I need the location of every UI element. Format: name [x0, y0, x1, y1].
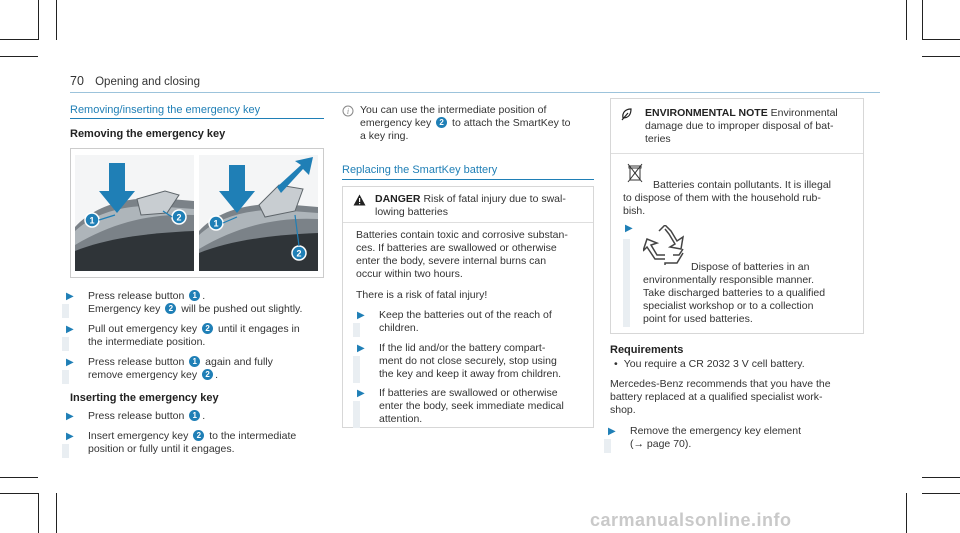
bullet-icon: • [614, 358, 618, 370]
step-text: position or fully until it engages. [88, 443, 235, 455]
crop-mark [922, 56, 960, 57]
step-arrow-icon: ▶ [357, 310, 365, 321]
danger-step-swallowed [357, 387, 564, 426]
callout-badge: 2 [165, 303, 176, 314]
step-bar [604, 439, 611, 453]
step-bar [62, 337, 69, 351]
info-note-text [360, 104, 600, 143]
illustration-panel-left [75, 155, 194, 271]
box-divider [611, 153, 863, 154]
danger-heading-text: Risk of fatal injury due to swal- [423, 193, 566, 205]
step-arrow-icon: ▶ [625, 223, 633, 234]
danger-body-line: Batteries contain toxic and corrosive substan- [356, 229, 568, 241]
danger-box [342, 186, 594, 428]
environmental-body-line: to dispose of them with the household rub- [623, 192, 821, 204]
step-text: children. [379, 322, 419, 334]
requirement-item [610, 358, 805, 371]
box-divider [343, 222, 593, 223]
step-pull-out [66, 323, 300, 349]
step-text: to the intermediate [209, 430, 297, 442]
step-arrow-icon: ▶ [357, 343, 365, 354]
danger-heading [375, 193, 566, 219]
step-arrow-icon: ▶ [66, 431, 74, 442]
callout-badge: 2 [202, 369, 213, 380]
page-number: 70 [70, 74, 84, 88]
danger-body-2: There is a risk of fatal injury! [356, 289, 488, 301]
section-title-replacing-battery[interactable]: Replacing the SmartKey battery [342, 164, 498, 176]
step-bar [353, 401, 360, 428]
danger-body [356, 229, 568, 281]
step-insert-key [66, 430, 297, 456]
paragraph-line: battery replaced at a qualified specialist work- [610, 391, 823, 403]
step-arrow-icon: ▶ [357, 388, 365, 399]
crop-mark [906, 493, 907, 533]
callout-badge: 2 [193, 430, 204, 441]
note-text: emergency key [360, 117, 432, 129]
step-arrow-icon: ▶ [608, 426, 616, 437]
danger-step-lid [357, 342, 562, 381]
recycle-icon [643, 225, 687, 265]
callout-badge: 2 [202, 323, 213, 334]
step-text: . [202, 410, 206, 422]
crop-mark [922, 477, 960, 478]
step-text: enter the body, seek immediate medical [379, 400, 564, 412]
note-text: to attach the SmartKey to [452, 117, 571, 129]
crop-mark [0, 56, 38, 57]
page-header [70, 74, 200, 88]
step-text: Emergency key [88, 303, 161, 315]
environmental-heading-text: teries [645, 133, 671, 145]
step-text: Keep the batteries out of the reach of [379, 309, 552, 321]
info-icon [342, 105, 354, 117]
section-rule [70, 118, 324, 119]
crop-mark [38, 493, 39, 533]
section-title-removing-inserting[interactable]: Removing/inserting the emergency key [70, 104, 261, 116]
step-text: until it engages in [217, 323, 300, 335]
environmental-step-line: specialist workshop or to a collection [643, 300, 814, 312]
step-bar [353, 323, 360, 337]
watermark: carmanualsonline.info [590, 510, 792, 530]
paragraph-line: Mercedes-Benz recommends that you have the [610, 378, 831, 390]
danger-body-line: ces. If batteries are swallowed or otherwise [356, 242, 557, 254]
note-text: a key ring. [360, 130, 409, 142]
environmental-heading [645, 107, 838, 146]
step-arrow-icon: ▶ [66, 324, 74, 335]
environmental-label: ENVIRONMENTAL NOTE [645, 107, 768, 119]
callout-1-left: 1 [89, 215, 95, 226]
environmental-heading-text: damage due to improper disposal of bat- [645, 120, 834, 132]
callout-1-right: 1 [213, 218, 219, 229]
crop-mark [56, 0, 57, 40]
step-text: If the lid and/or the battery compart- [379, 342, 546, 354]
crop-mark [922, 39, 960, 40]
step-text: attention. [379, 413, 423, 425]
step-text: . [215, 369, 218, 381]
page-reference-link[interactable]: (→ page 70). [630, 438, 692, 450]
svg-text:i: i [346, 107, 350, 116]
step-text: will be pushed out slightly. [181, 303, 303, 315]
danger-step-keep-away [357, 309, 552, 335]
step-text: Insert emergency key [88, 430, 189, 442]
environmental-step-line: environmentally responsible manner. [643, 274, 815, 286]
section-rule [342, 179, 594, 180]
callout-badge: 2 [436, 117, 447, 128]
callout-badge: 1 [189, 410, 200, 421]
step-bar [623, 239, 630, 327]
step-bar [62, 370, 69, 384]
crop-mark [56, 493, 57, 533]
illustration-panel-right [199, 155, 318, 271]
danger-body-line: enter the body, severe internal burns can [356, 255, 547, 267]
environmental-step-line: point for used batteries. [643, 313, 753, 325]
environmental-step [643, 261, 825, 326]
subhead-inserting: Inserting the emergency key [70, 392, 219, 404]
smartkey-pull-drawing [199, 155, 318, 271]
crop-mark [922, 0, 923, 40]
callout-2-right: 2 [296, 248, 302, 259]
key-illustration [70, 148, 324, 278]
step-text: Press release button [88, 356, 185, 368]
callout-badge: 1 [189, 356, 200, 367]
step-arrow-icon: ▶ [66, 291, 74, 302]
crop-mark [922, 493, 960, 494]
step-text: remove emergency key [88, 369, 198, 381]
smartkey-remove-drawing [75, 155, 194, 271]
environmental-step-line: Take discharged batteries to a qualified [643, 287, 826, 299]
step-bar [62, 444, 69, 458]
environmental-body-line: Batteries contain pollutants. It is illegal [653, 179, 832, 191]
environmental-heading-text: Environmental [770, 107, 838, 119]
header-rule [70, 92, 880, 93]
danger-heading-text: lowing batteries [375, 206, 448, 218]
step-text: ment do not close securely, stop using [379, 355, 557, 367]
environmental-body [623, 179, 831, 218]
step-text: Remove the emergency key element [630, 425, 801, 437]
step-remove-key [66, 356, 273, 382]
crop-mark [0, 39, 38, 40]
environment-leaf-icon [621, 108, 633, 121]
step-press-release [66, 290, 303, 316]
note-text: You can use the intermediate position of [360, 104, 547, 116]
step-text: again and fully [205, 356, 273, 368]
environmental-body-line: bish. [623, 205, 646, 217]
danger-body-line: occur within two hours. [356, 268, 463, 280]
danger-label: DANGER [375, 193, 421, 205]
step-arrow-icon: ▶ [66, 411, 74, 422]
step-text: Press release button [88, 410, 185, 422]
crop-mark [38, 0, 39, 40]
paragraph-line: shop. [610, 404, 636, 416]
step-text: the key and keep it away from children. [379, 368, 562, 380]
environmental-step-line: Dispose of batteries in an [691, 261, 810, 273]
warning-triangle-icon [353, 194, 366, 206]
recommendation-paragraph [610, 378, 831, 417]
step-text: Press release button [88, 290, 185, 302]
environmental-note-box [610, 98, 864, 334]
step-text: If batteries are swallowed or otherwise [379, 387, 558, 399]
step-text: the intermediate position. [88, 336, 206, 348]
callout-badge: 1 [189, 290, 200, 301]
requirement-text: You require a CR 2032 3 V cell battery. [623, 358, 805, 370]
step-text: Pull out emergency key [88, 323, 198, 335]
step-remove-emergency-key [608, 425, 801, 451]
step-bar [353, 356, 360, 383]
step-arrow-icon: ▶ [66, 357, 74, 368]
requirements-heading: Requirements [610, 344, 684, 356]
crop-mark [906, 0, 907, 40]
step-bar [62, 304, 69, 318]
step-text: . [202, 290, 206, 302]
subhead-removing: Removing the emergency key [70, 128, 226, 140]
crop-mark [0, 477, 38, 478]
step-press-release-insert [66, 410, 206, 423]
crop-mark [0, 493, 38, 494]
callout-2-left: 2 [176, 212, 182, 223]
chapter-title: Opening and closing [95, 76, 200, 88]
